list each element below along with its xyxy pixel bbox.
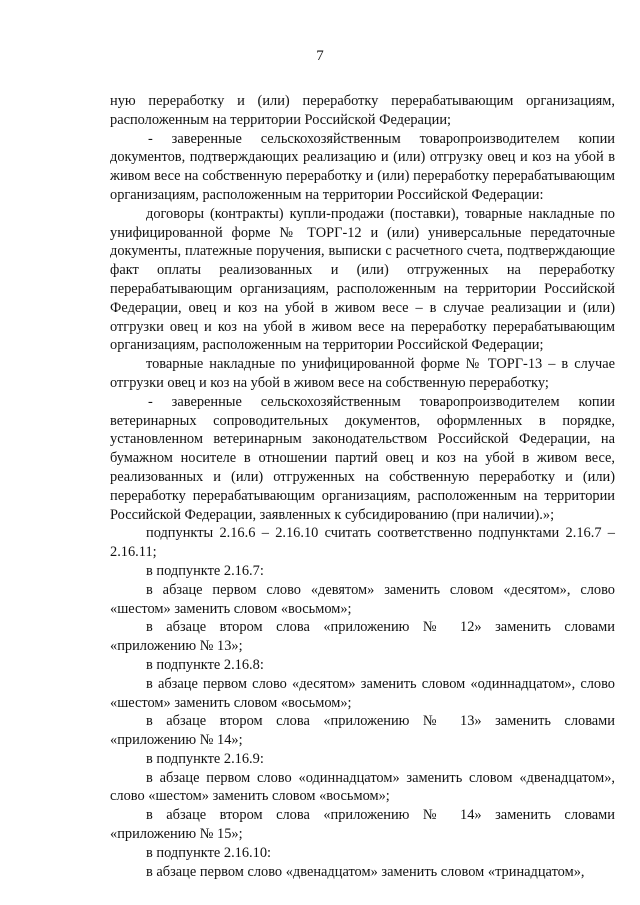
paragraph: подпункты 2.16.6 – 2.16.10 считать соответственно подпунктами 2.16.7 – 2.16.11; xyxy=(110,525,615,561)
paragraph: в абзаце первом слово «девятом» заменить словом «десятом», слово «шестом» заменить словом «восьмом»; xyxy=(110,581,615,617)
paragraph: - заверенные сельскохозяйственным товаропроизводителем копии ветеринарных сопроводительных документов, оформленных в порядке, установленном ветеринарным законодательством Российской Федерации, на бумажном носителе в отношении партий овец и коз на убой в живом весе, реализованных и (или) отгруженных на собственную переработку и (или) переработку перерабатывающим организациям, расположенным на территории Российской Федерации, заявленных к субсидированию (при наличии).»; xyxy=(110,393,615,523)
paragraph: в абзаце втором слова «приложению № 13» заменить словами «приложению № 14»; xyxy=(110,713,615,749)
paragraph: - заверенные сельскохозяйственным товаропроизводителем копии документов, подтверждающих реализацию и (или) отгрузку овец и коз на убой в живом весе на собственную переработку и (или) переработку перерабатывающим организациям, расположенным на территории Российской Федерации: xyxy=(110,130,615,203)
paragraph: в абзаце втором слова «приложению № 12» заменить словами «приложению № 13»; xyxy=(110,619,615,655)
paragraph: в подпункте 2.16.9: xyxy=(146,750,264,767)
paragraph: в абзаце втором слова «приложению № 14» заменить словами «приложению № 15»; xyxy=(110,807,615,843)
document-body xyxy=(110,92,615,881)
paragraph: в абзаце первом слово «двенадцатом» заменить словом «тринадцатом», xyxy=(146,863,585,880)
paragraph: в абзаце первом слово «одиннадцатом» заменить словом «двенадцатом», слово «шестом» заменить словом «восьмом»; xyxy=(110,769,615,805)
page-number: 7 xyxy=(316,48,324,64)
paragraph: товарные накладные по унифицированной форме № ТОРГ-13 – в случае отгрузки овец и коз на убой в живом весе на собственную переработку; xyxy=(110,356,615,391)
paragraph: ную переработку и (или) переработку перерабатывающим организациям, расположенным на территории Российской Федерации; xyxy=(110,93,615,128)
paragraph: в подпункте 2.16.10: xyxy=(146,844,272,861)
paragraph: в подпункте 2.16.8: xyxy=(146,656,264,673)
paragraph: договоры (контракты) купли-продажи (поставки), товарные накладные по унифицированной форме № ТОРГ-12 и (или) универсальные передаточные документы, платежные поручения, выписки с расчетного счета, подтверждающие факт оплаты реализованных и (или) отгруженных на переработку перерабатывающим организациям, расположенным на территории Российской Федерации, овец и коз на убой в живом весе – в случае реализации и (или) отгрузки овец и коз на убой в живом весе на переработку перерабатывающим организациям, расположенным на территории Российской Федерации; xyxy=(110,205,615,354)
paragraph: в абзаце первом слово «десятом» заменить словом «одиннадцатом», слово «шестом» заменить словом «восьмом»; xyxy=(110,675,615,711)
paragraph: в подпункте 2.16.7: xyxy=(146,562,264,579)
